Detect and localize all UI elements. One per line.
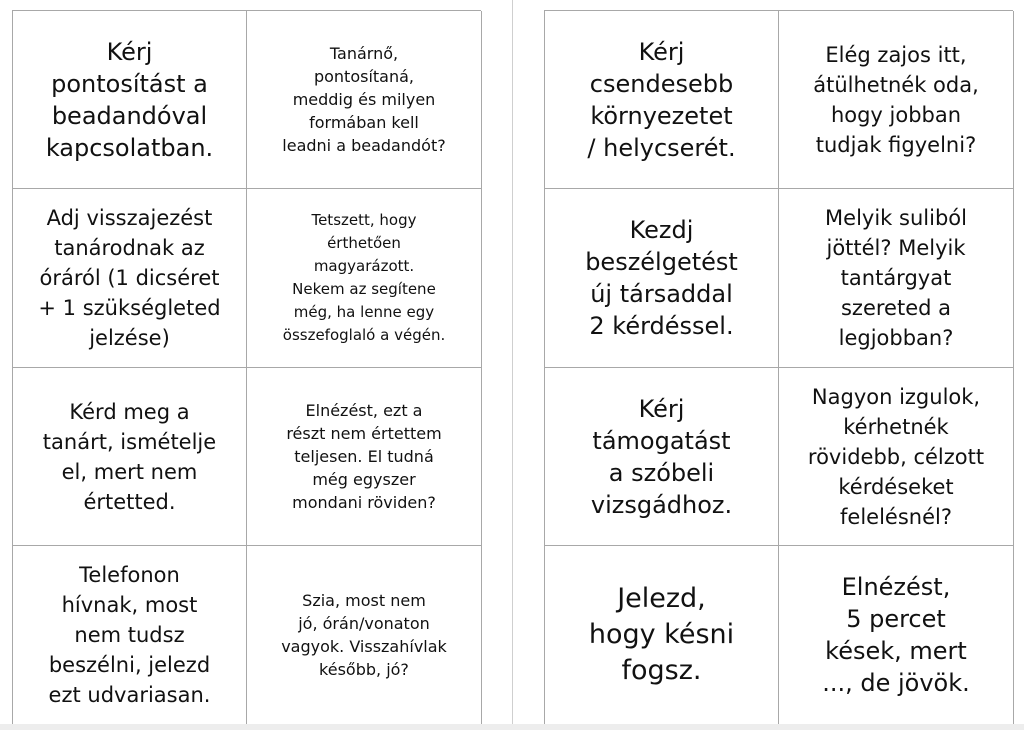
task-card [13,546,247,725]
answer-text: Elnézést, 5 percet kések, mert ..., de jövök. [822,573,970,697]
answer-text: Szia, most nem jó, órán/vonaton vagyok. Visszahívlak később, jó? [281,591,447,679]
answer-card [779,546,1014,725]
answer-text: Tetszett, hogy érthetően magyarázott. Nekem az segítene még, ha lenne egy összefoglaló a végén. [282,211,446,344]
card-grid-left [12,10,481,724]
task-card [545,189,779,368]
answer-card [247,546,482,725]
answer-text: Melyik suliból jöttél? Melyik tantárgyat szereted a legjobban? [825,206,967,350]
page-bottom-edge [0,724,1024,730]
task-card [545,546,779,725]
task-text: Kérd meg a tanárt, ismételje el, mert nem értetted. [42,399,217,514]
task-text: Kezdj beszélgetést új társaddal 2 kérdéssel. [585,216,738,340]
task-card [545,11,779,189]
answer-text: Elég zajos itt, átülhetnék oda, hogy jobban tudjak figyelni? [813,42,979,157]
answer-text: Nagyon izgulok, kérhetnék rövidebb, célzott kérdéseket felelésnél? [807,384,985,529]
task-card [13,189,247,368]
task-text: Adj visszajezést tanárodnak az óráról (1 dicséret + 1 szükségleted jelzése) [38,206,221,350]
page-divider [512,0,513,730]
answer-text: Elnézést, ezt a részt nem értettem teljesen. El tudná még egyszer mondani röviden? [286,401,442,512]
task-text: Telefonon hívnak, most nem tudsz beszélni, jelezd ezt udvariasan. [48,563,211,707]
answer-text: Tanárnő, pontosítaná, meddig és milyen formában kell leadni a beadandót? [282,44,446,155]
task-text: Kérj támogatást a szóbeli vizsgádhoz. [590,394,733,519]
answer-card [779,11,1014,189]
task-card [13,11,247,189]
answer-card [247,11,482,189]
task-text: Jelezd, hogy késni fogsz. [588,583,735,686]
task-card [545,368,779,546]
answer-card [247,189,482,368]
task-text: Kérj csendesebb környezetet / helycserét. [587,37,736,162]
task-text: Kérj pontosítást a beadandóval kapcsolatban. [45,37,214,162]
task-card [13,368,247,546]
answer-card [779,368,1014,546]
answer-card [779,189,1014,368]
card-grid-right [544,10,1013,724]
answer-card [247,368,482,546]
